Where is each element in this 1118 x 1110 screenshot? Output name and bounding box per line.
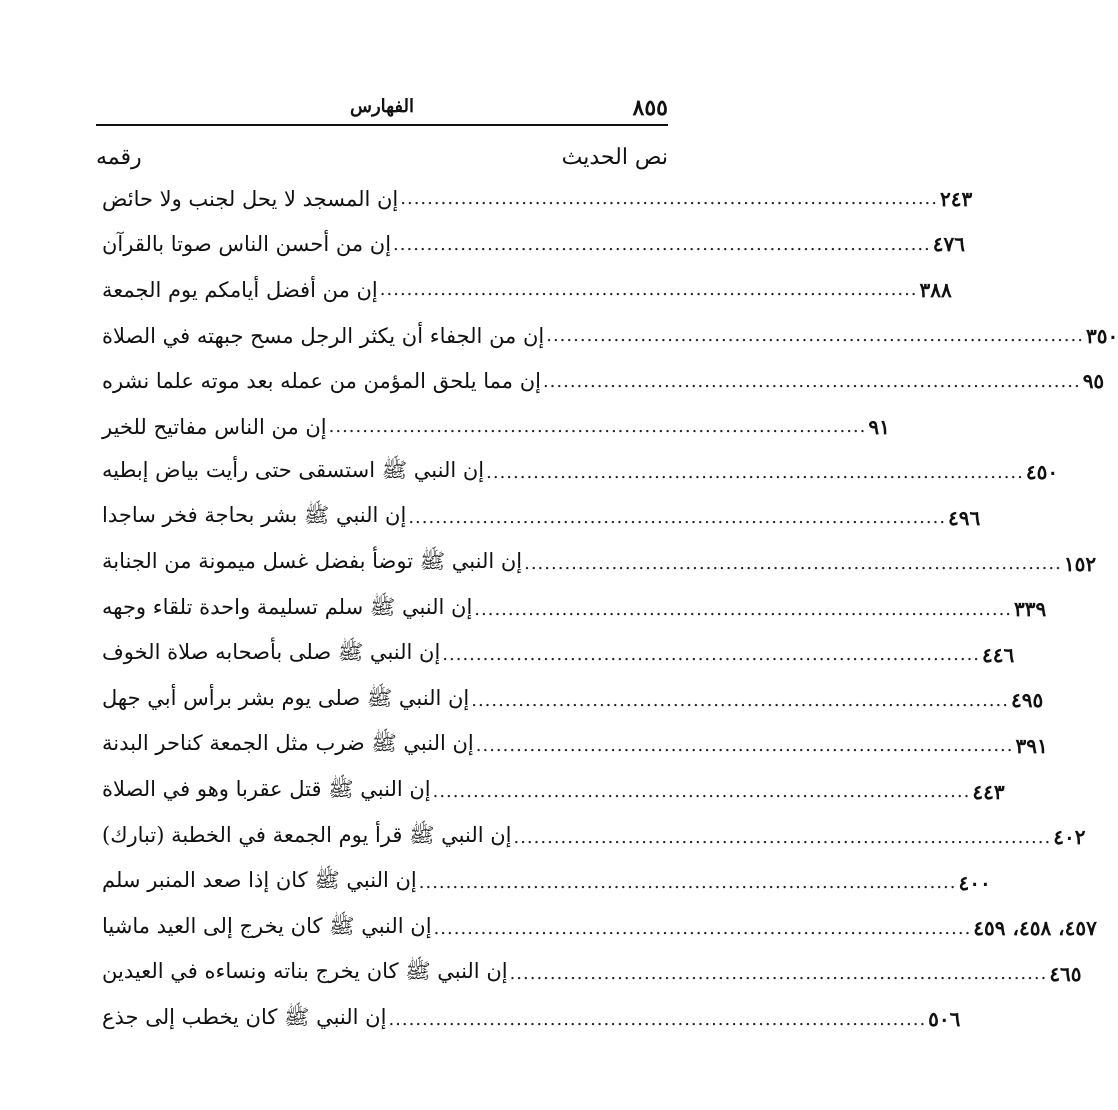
dot-leader: ................................................................................ bbox=[442, 644, 981, 666]
index-entry bbox=[96, 678, 1044, 724]
dot-leader: ................................................................................ bbox=[509, 963, 1048, 985]
entry-number: ٤٠٢ bbox=[1053, 825, 1086, 850]
entry-number: ٤٦٥ bbox=[1049, 961, 1082, 986]
entry-number: ٤٤٣ bbox=[972, 779, 1005, 804]
entry-text: إن النبي ﷺ كان يخطب إلى جذع bbox=[102, 1004, 387, 1029]
entry-text: إن النبي ﷺ بشر بحاجة فخر ساجدا bbox=[102, 503, 407, 528]
entry-text: إن النبي ﷺ صلى بأصحابه صلاة الخوف bbox=[102, 640, 441, 665]
entry-text: إن المسجد لا يحل لجنب ولا حائض bbox=[102, 186, 399, 211]
dot-leader: ................................................................................ bbox=[418, 872, 957, 894]
entry-text: إن مما يلحق المؤمن من عمله بعد موته علما نشره bbox=[102, 369, 541, 394]
entry-text: إن النبي ﷺ كان يخرج بناته ونساءه في العيدين bbox=[102, 959, 508, 984]
dot-leader: ................................................................................ bbox=[486, 461, 1024, 483]
dot-leader: ................................................................................ bbox=[408, 507, 947, 529]
entry-number: ٤٥٧، ٤٥٨، ٤٥٩ bbox=[973, 916, 1097, 941]
column-headings bbox=[96, 140, 668, 174]
dot-leader: ................................................................................ bbox=[432, 781, 971, 803]
index-entry bbox=[96, 313, 1118, 359]
dot-leader: ................................................................................ bbox=[393, 233, 931, 255]
index-entry bbox=[96, 951, 1082, 997]
index-entry bbox=[96, 906, 1097, 952]
dot-leader: ................................................................................ bbox=[546, 325, 1084, 347]
dot-leader: ................................................................................ bbox=[379, 279, 918, 301]
entry-text: إن النبي ﷺ سلم تسليمة واحدة تلقاء وجهه bbox=[102, 594, 473, 619]
entry-text: إن النبي ﷺ كان إذا صعد المنبر سلم bbox=[102, 868, 417, 893]
index-entry bbox=[96, 358, 1105, 404]
entry-number: ٤٠٠ bbox=[958, 870, 991, 895]
entry-number: ٤٩٥ bbox=[1010, 688, 1044, 713]
entry-text: إن من أفضل أيامكم يوم الجمعة bbox=[102, 277, 378, 302]
entry-text: إن النبي ﷺ ضرب مثل الجمعة كناحر البدنة bbox=[102, 731, 474, 756]
entry-text: إن النبي ﷺ استسقى حتى رأيت بياض إبطيه bbox=[102, 457, 485, 482]
dot-leader: ................................................................................ bbox=[474, 598, 1013, 620]
index-entry bbox=[96, 495, 981, 541]
index-entry bbox=[96, 769, 1005, 815]
entry-text: إن النبي ﷺ قتل عقربا وهو في الصلاة bbox=[102, 777, 431, 802]
entry-number: ٤٤٦ bbox=[982, 642, 1015, 667]
header-title: الفهارس bbox=[349, 96, 415, 117]
entry-number: ٣٨٨ bbox=[919, 277, 952, 302]
entry-text: إن من الجفاء أن يكثر الرجل مسح جبهته في الصلاة bbox=[102, 323, 545, 348]
entry-number: ٤٩٦ bbox=[948, 505, 981, 530]
index-entry bbox=[96, 632, 1015, 678]
entry-text: إن النبي ﷺ قرأ يوم الجمعة في الخطبة (تبارك) bbox=[102, 822, 512, 847]
entry-number: ٤٥٠ bbox=[1025, 460, 1059, 485]
column-heading-text: نص الحديث bbox=[561, 144, 668, 170]
index-entry bbox=[96, 586, 1047, 632]
dot-leader: ................................................................................ bbox=[400, 188, 938, 210]
running-header bbox=[96, 94, 668, 126]
hadith-index-list bbox=[96, 176, 1118, 1042]
column-heading-number: رقمه bbox=[96, 144, 142, 170]
index-entry bbox=[96, 450, 1059, 496]
dot-leader: ................................................................................ bbox=[388, 1008, 927, 1030]
entry-number: ٥٠٦ bbox=[928, 1007, 961, 1032]
entry-number: ٣٣٩ bbox=[1014, 597, 1047, 622]
index-entry bbox=[96, 404, 890, 450]
page-number: ٨٥٥ bbox=[632, 95, 668, 121]
dot-leader: ................................................................................ bbox=[524, 553, 1062, 575]
index-entry bbox=[96, 997, 961, 1043]
entry-text: إن من الناس مفاتيح للخير bbox=[102, 414, 327, 439]
dot-leader: ................................................................................ bbox=[328, 416, 867, 438]
entry-number: ٢٤٣ bbox=[940, 186, 973, 211]
index-entry bbox=[96, 176, 973, 222]
dot-leader: ................................................................................ bbox=[513, 826, 1052, 848]
index-entry bbox=[96, 860, 991, 906]
entry-number: ٣٩١ bbox=[1015, 733, 1048, 758]
entry-text: إن النبي ﷺ كان يخرج إلى العيد ماشيا bbox=[102, 913, 432, 938]
index-entry bbox=[96, 267, 952, 313]
index-entry bbox=[96, 222, 966, 268]
entry-number: ٩١ bbox=[868, 414, 890, 439]
index-entry bbox=[96, 723, 1048, 769]
entry-number: ٤٧٦ bbox=[932, 232, 966, 257]
index-entry bbox=[96, 814, 1086, 860]
entry-number: ٩٥ bbox=[1082, 369, 1105, 394]
entry-number: ٣٥٠ bbox=[1085, 323, 1118, 348]
dot-leader: ................................................................................ bbox=[475, 735, 1014, 757]
dot-leader: ................................................................................ bbox=[542, 370, 1081, 392]
entry-text: إن النبي ﷺ توضأ بفضل غسل ميمونة من الجنابة bbox=[102, 549, 523, 574]
entry-text: إن من أحسن الناس صوتا بالقرآن bbox=[102, 232, 392, 257]
index-entry bbox=[96, 541, 1097, 587]
entry-number: ١٥٢ bbox=[1063, 551, 1097, 576]
entry-text: إن النبي ﷺ صلى يوم بشر برأس أبي جهل bbox=[102, 685, 470, 710]
dot-leader: ................................................................................ bbox=[471, 689, 1009, 711]
dot-leader: ................................................................................ bbox=[433, 917, 972, 939]
